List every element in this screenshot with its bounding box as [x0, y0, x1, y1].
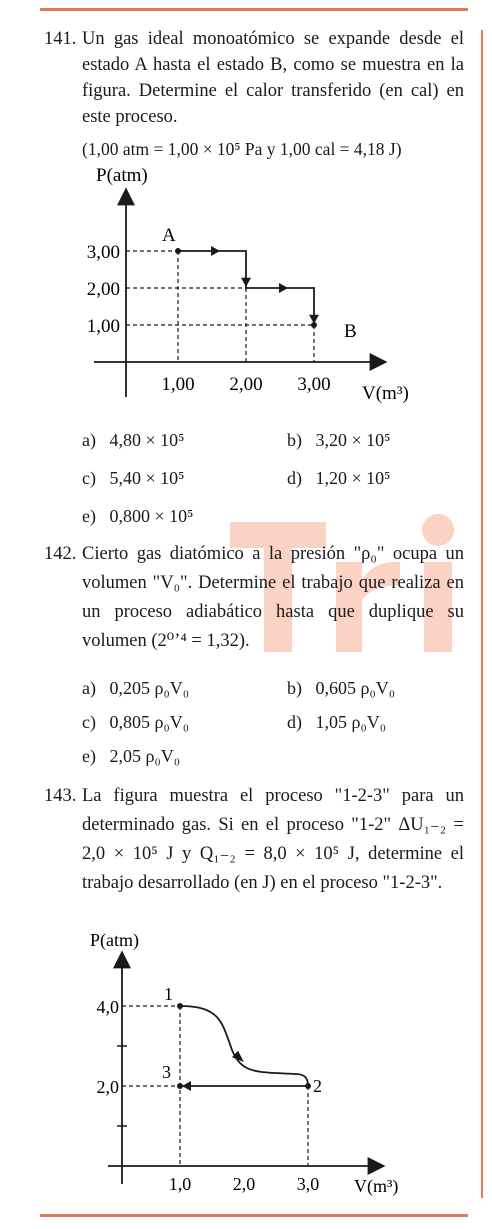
y-tick-label: 2,00 — [86, 279, 120, 300]
y-tick-label: 3,00 — [86, 242, 120, 263]
state-point-1 — [177, 1003, 183, 1009]
option-a[interactable]: a) 4,80 × 10⁵ — [82, 430, 185, 450]
bottom-rule — [40, 1214, 468, 1217]
problem-text: Un gas ideal monoatómico se expande desde el estado A hasta el estado B, como se muestra en la figura. Determine el calor transferido (en cal) en este proceso. — [82, 29, 464, 127]
y-axis-label: P(atm) — [96, 165, 148, 186]
chart-143-marks — [97, 984, 323, 1194]
problem-142 — [44, 540, 464, 656]
problem-text: Cierto gas diatómico a la presión "ρ₀" ocupa un volumen "V₀". Determine el trabajo que realiza en un proceso adiabático hasta que duplique su volumen (2⁰ʼ⁴ = 1,32). — [82, 544, 464, 651]
process-arrow — [279, 283, 288, 293]
option-e[interactable]: e) 2,05 ρ₀V₀ — [82, 746, 181, 766]
option-c[interactable]: c) 5,40 × 10⁵ — [82, 468, 185, 488]
problem-text: La figura muestra el proceso "1-2-3" para un determinado gas. Si en el proceso "1-2" ΔU₁₋₂ = 2,0 × 10⁵ J y Q₁₋₂ = 8,0 × 10⁵ J, determine el trabajo desarrollado (en J) en el proceso "1-2-3". — [82, 786, 464, 893]
given-constants: (1,00 atm = 1,00 × 10⁵ Pa y 1,00 cal = 4,18 J) — [82, 139, 402, 159]
x-tick-label: 2,0 — [232, 1174, 256, 1194]
problem-number: 141. — [44, 29, 77, 49]
state-label-2: 2 — [313, 1076, 322, 1096]
top-rule — [40, 8, 468, 11]
state-point-a — [175, 248, 181, 254]
state-label-3: 3 — [162, 1062, 171, 1082]
problem-number: 143. — [44, 786, 77, 806]
chart-141 — [60, 165, 440, 415]
option-b[interactable]: b) 3,20 × 10⁵ — [287, 430, 391, 450]
x-axis-label: V(m³) — [362, 383, 409, 404]
x-tick-label: 1,00 — [161, 374, 195, 395]
x-tick-label: 2,00 — [229, 374, 263, 395]
x-axis-label: V(m³) — [354, 1176, 399, 1196]
option-e[interactable]: e) 0,800 × 10⁵ — [82, 506, 194, 526]
state-label-1: 1 — [164, 984, 173, 1004]
state-label-a: A — [162, 225, 176, 246]
option-d[interactable]: d) 1,05 ρ₀V₀ — [287, 712, 387, 732]
x-tick-label: 3,0 — [296, 1174, 320, 1194]
x-tick-label: 1,0 — [168, 1174, 192, 1194]
option-b[interactable]: b) 0,605 ρ₀V₀ — [287, 678, 396, 698]
problem-141 — [44, 26, 464, 162]
process-arrow — [241, 278, 251, 287]
y-axis-label: P(atm) — [90, 930, 139, 950]
option-d[interactable]: d) 1,20 × 10⁵ — [287, 468, 391, 488]
option-a[interactable]: a) 0,205 ρ₀V₀ — [82, 678, 190, 698]
y-tick-label: 4,0 — [96, 997, 119, 1017]
y-tick-label: 1,00 — [86, 316, 120, 337]
state-point-b — [311, 322, 317, 328]
chart-141-marks — [87, 225, 357, 395]
chart-143 — [70, 930, 450, 1200]
state-point-3 — [177, 1083, 183, 1089]
state-label-b: B — [344, 321, 357, 342]
process-arrow — [182, 1081, 191, 1091]
problem-number: 142. — [44, 544, 77, 564]
x-tick-label: 3,00 — [297, 374, 331, 395]
process-curve-1-2 — [180, 1006, 308, 1086]
problem-143 — [44, 782, 464, 898]
option-c[interactable]: c) 0,805 ρ₀V₀ — [82, 712, 190, 732]
state-point-2 — [305, 1083, 311, 1089]
process-arrow — [211, 246, 220, 256]
y-tick-label: 2,0 — [96, 1077, 119, 1097]
